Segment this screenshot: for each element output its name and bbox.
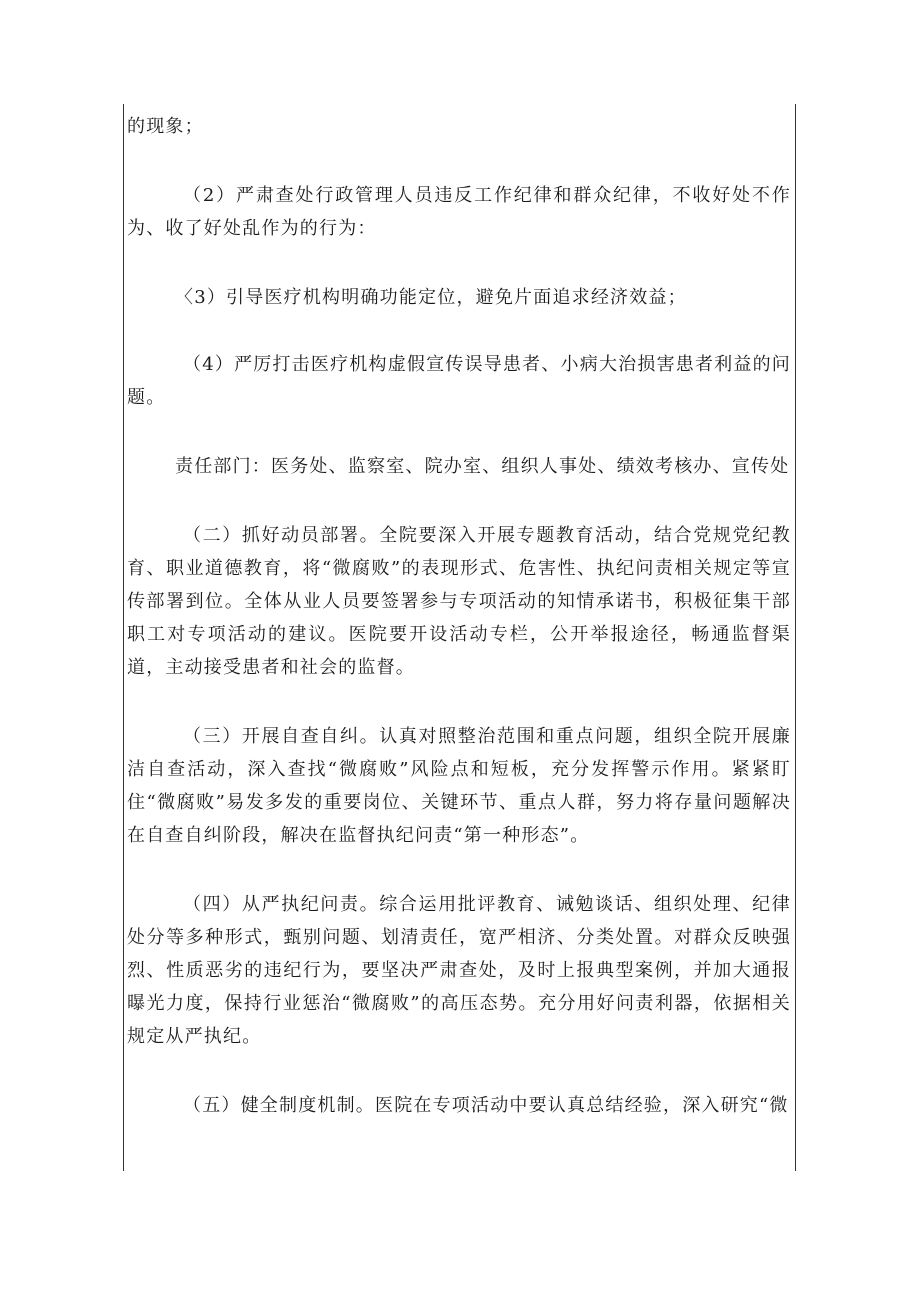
paragraph-section-3: （三）开展自查自纠。认真对照整治范围和重点问题，组织全院开展廉洁自查活动，深入查找“微腐败”风险点和短板，充分发挥警示作用。紧紧盯住“微腐败”易发多发的重要岗位、关键环节、重点人群，努力将存量问题解决在自查自纠阶段，解决在监督执纪问责“第一种形态”。 — [127, 726, 791, 846]
paragraph-section-5: （五）健全制度机制。医院在专项活动中要认真总结经验，深入研究“微 — [183, 1095, 789, 1116]
paragraph-section-2: （二）抓好动员部署。全院要深入开展专题教育活动，结合党规党纪教育、职业道德教育，将“微腐败”的表现形式、危害性、执纪问责相关规定等宣传部署到位。全体从业人员要签署参与专项活动的知情承诺书，积极征集干部职工对专项活动的建议。医院要开设活动专栏，公开举报途径，畅通监督渠道，主动接受患者和社会的监督。 — [127, 525, 791, 678]
paragraph-item-2: （2）严肃查处行政管理人员违反工作纪律和群众纪律，不收好处不作为、收了好处乱作为的行为： — [127, 185, 791, 239]
paragraph-item-3: 〈3）引导医疗机构明确功能定位，避免片面追求经济效益； — [175, 287, 687, 308]
paragraph-item-4: （4）严厉打击医疗机构虚假宣传误导患者、小病大治损害患者利益的问题。 — [127, 354, 791, 408]
document-body — [127, 110, 791, 1122]
paragraph-responsible-departments: 责任部门：医务处、监察室、院办室、组织人事处、绩效考核办、宣传处 — [175, 456, 790, 477]
paragraph-continuation: 的现象； — [127, 116, 204, 137]
paragraph-section-4: （四）从严执纪问责。综合运用批评教育、诫勉谈话、组织处理、纪律处分等多种形式，甄别问题、划清责任，宽严相济、分类处置。对群众反映强烈、性质恶劣的违纪行为，要坚决严肃查处，及时上报典型案例，并加大通报曝光力度，保持行业惩治“微腐败”的高压态势。充分用好问责利器，依据相关规定从严执纪。 — [127, 894, 791, 1047]
